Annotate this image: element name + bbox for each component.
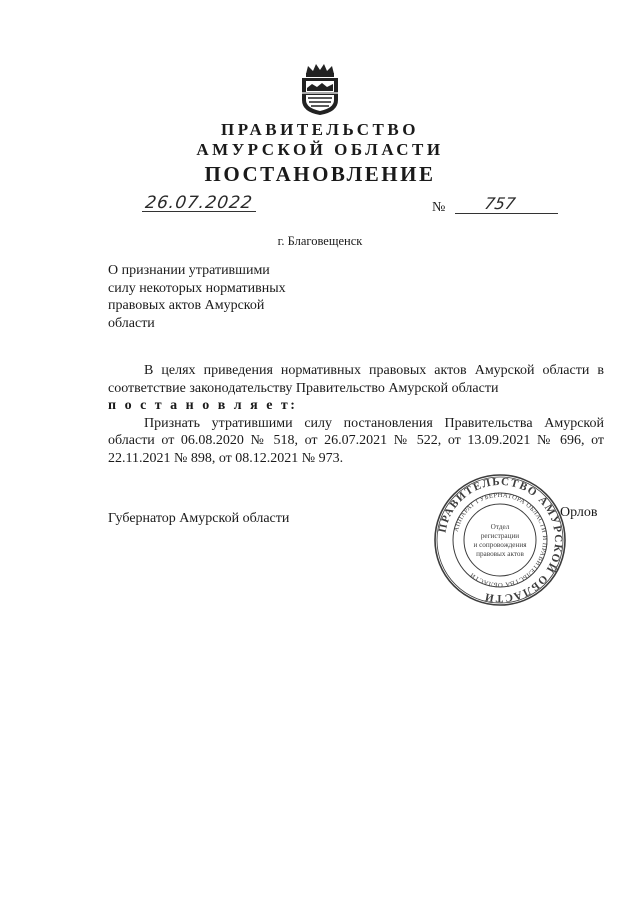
- document-type-title: ПОСТАНОВЛЕНИЕ: [204, 162, 436, 186]
- signatory-name: Орлов: [560, 505, 598, 520]
- organization-name-line2: АМУРСКОЙ ОБЛАСТИ: [196, 140, 444, 159]
- subject-line: правовых актов Амурской: [108, 298, 265, 313]
- seal-outer-text: ПРАВИТЕЛЬСТВО АМУРСКОЙ ОБЛАСТИ: [436, 475, 565, 605]
- seal-inner-text: АППАРАТ ГУБЕРНАТОРА ОБЛАСТИ И ПРАВИТЕЛЬСТВА ОБЛАСТИ: [452, 491, 549, 589]
- organization-name-line1: ПРАВИТЕЛЬСТВО: [221, 120, 419, 139]
- official-seal: [433, 473, 567, 607]
- document-subject: [108, 262, 308, 332]
- seal-center-line: регистрации: [480, 532, 520, 540]
- document-date: 26.07.2022: [143, 193, 255, 213]
- seal-center-line: правовых актов: [476, 550, 524, 558]
- number-label: №: [432, 200, 446, 215]
- clause-paragraph: Признать утратившими силу постановления Правительства Амурской области от 06.08.2020 № 518, от 26.07.2021 № 522, от 13.09.2021 № 696, от 22.11.2021 № 898, от 08.12.2021 № 973.: [108, 415, 604, 466]
- preamble-paragraph: В целях приведения нормативных правовых актов Амурской области в соответствие законодательству Правительство Амурской области: [108, 363, 604, 396]
- date-underline: [142, 211, 256, 213]
- seal-center-line: Отдел: [490, 523, 510, 531]
- city: г. Благовещенск: [277, 234, 363, 248]
- amur-oblast-coat-of-arms-icon: [298, 62, 342, 116]
- number-underline: [455, 213, 558, 215]
- document-body: [108, 362, 604, 467]
- document-number: 757: [483, 194, 517, 213]
- subject-line: силу некоторых нормативных: [108, 280, 286, 296]
- decree-word: п о с т а н о в л я е т:: [108, 398, 298, 413]
- seal-center-line: и сопровождения: [473, 541, 527, 549]
- signatory-position: Губернатор Амурской области: [108, 511, 290, 526]
- subject-line: О признании утратившими: [108, 263, 270, 278]
- subject-line: области: [108, 315, 155, 331]
